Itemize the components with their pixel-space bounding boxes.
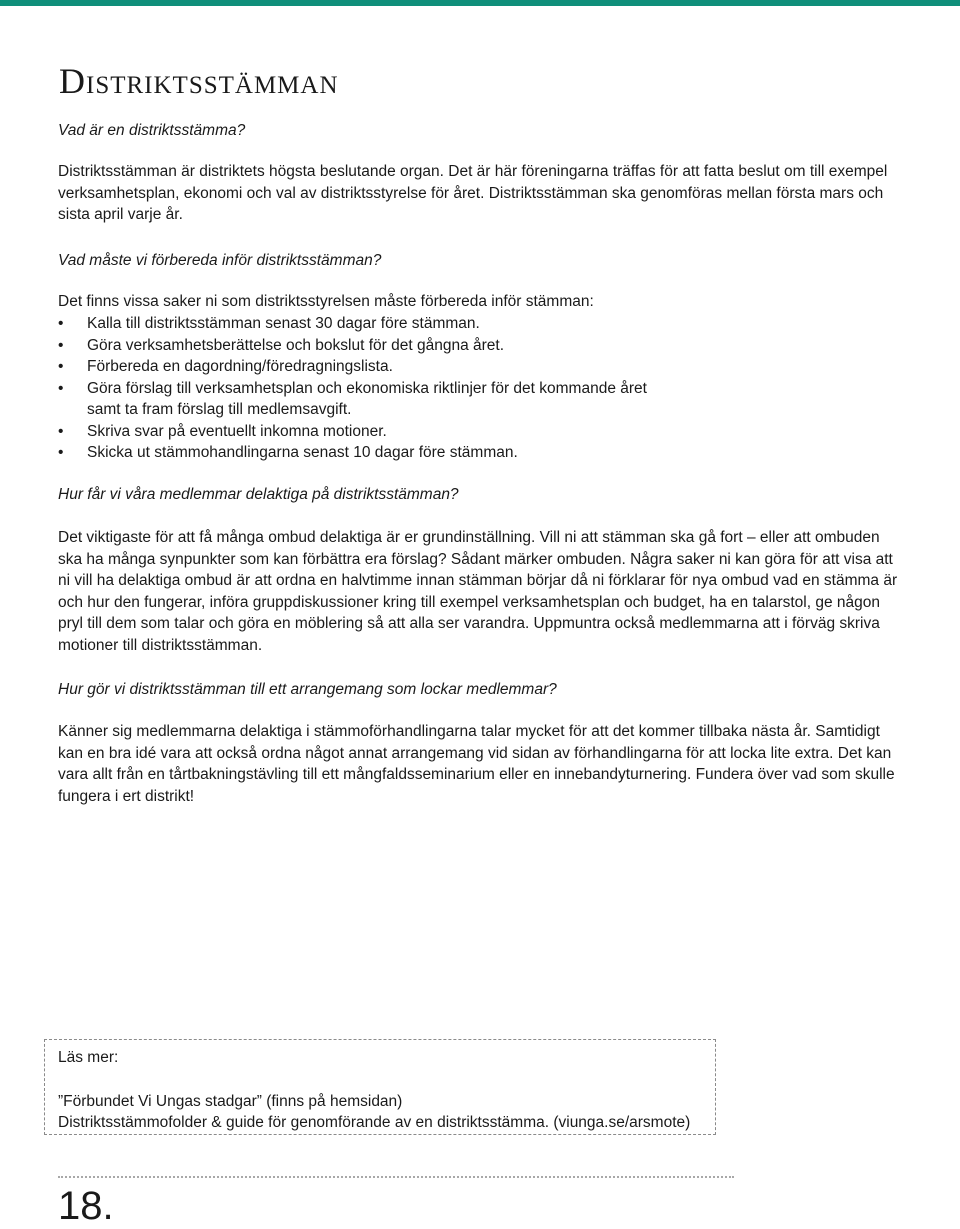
paragraph-attractive-event: Känner sig medlemmarna delaktiga i stämmoförhandlingarna talar mycket för att det kommer tillbaka nästa år. Samtidigt kan en bra idé vara att också ordna något annat arrangemang vid sidan av förhandlingarna för att locka lite extra. Det kan vara allt från en tårtbakningstävling till ett mångfaldsseminarium eller en innebandyturnering. Fundera över vad som skulle fungera i ert distrikt! (58, 723, 895, 805)
question-what-is: Vad är en distriktsstämma? (58, 122, 246, 139)
list-item: • Göra verksamhetsberättelse och bokslut för det gångna året. (58, 335, 903, 357)
read-more-box (44, 1039, 716, 1135)
bullet-icon: • (58, 444, 64, 461)
read-more-label: Läs mer: (58, 1049, 119, 1066)
bullet-icon: • (58, 315, 64, 332)
question-prepare: Vad måste vi förbereda inför distriktsstämman? (58, 252, 382, 269)
list-item: • Skicka ut stämmohandlingarna senast 10 dagar före stämman. (58, 442, 903, 464)
list-item: • Kalla till distriktsstämman senast 30 dagar före stämman. (58, 313, 903, 335)
paragraph-prepare-intro: Det finns vissa saker ni som distriktsstyrelsen måste förbereda inför stämman: (58, 293, 594, 310)
list-item: • Förbereda en dagordning/föredragningslista. (58, 356, 903, 378)
top-accent-bar (0, 0, 960, 6)
read-more-item: Distriktsstämmofolder & guide för genomförande av en distriktsstämma. (viunga.se/arsmote) (58, 1114, 691, 1131)
bullet-icon: • (58, 379, 64, 397)
page-number: 18. (58, 1184, 114, 1228)
paragraph-what-is: Distriktsstämman är distriktets högsta beslutande organ. Det är här föreningarna träffas för att fatta beslut om till exempel verksamhetsplan, ekonomi och val av distriktsstyrelse för året. Distriktsstämman ska genomföras mellan första mars och sista april varje år. (58, 163, 888, 223)
question-involve-members: Hur får vi våra medlemmar delaktiga på distriktsstämman? (58, 486, 459, 503)
bullet-icon: • (58, 358, 64, 375)
read-more-item: ”Förbundet Vi Ungas stadgar” (finns på hemsidan) (58, 1093, 403, 1110)
bullet-icon: • (58, 336, 64, 354)
footer-divider (58, 1176, 734, 1178)
page-title: Distriktsstämman (59, 61, 339, 101)
paragraph-involve-members: Det viktigaste för att få många ombud delaktiga är er grundinställning. Vill ni att stämman ska gå fort – eller att ombuden ska ha många synpunkter som kan förbättra era förslag? Sådant märker ombuden. Några saker ni kan göra för att visa att ni vill ha delaktiga ombud är att ordna en halvtimme innan stämman börjar då ni förklarar för nya ombud vad en stämma är och hur den fungerar, införa gruppdiskussioner kring till exempel verksamhetsplan och budget, ha en talarstol, ge någon pryl till dem som talar och göra en möblering så att alla ser varandra. Uppmuntra också medlemmarna att i förväg skriva motioner till distriktsstämman. (58, 529, 898, 654)
preparation-list (58, 313, 903, 464)
bullet-icon: • (58, 422, 64, 440)
list-item: • Göra förslag till verksamhetsplan och ekonomiska riktlinjer för det kommande året samt ta fram förslag till medlemsavgift. (58, 379, 647, 418)
list-item: • Skriva svar på eventuellt inkomna motioner. (58, 421, 903, 443)
question-attractive-event: Hur gör vi distriktsstämman till ett arrangemang som lockar medlemmar? (58, 681, 557, 698)
